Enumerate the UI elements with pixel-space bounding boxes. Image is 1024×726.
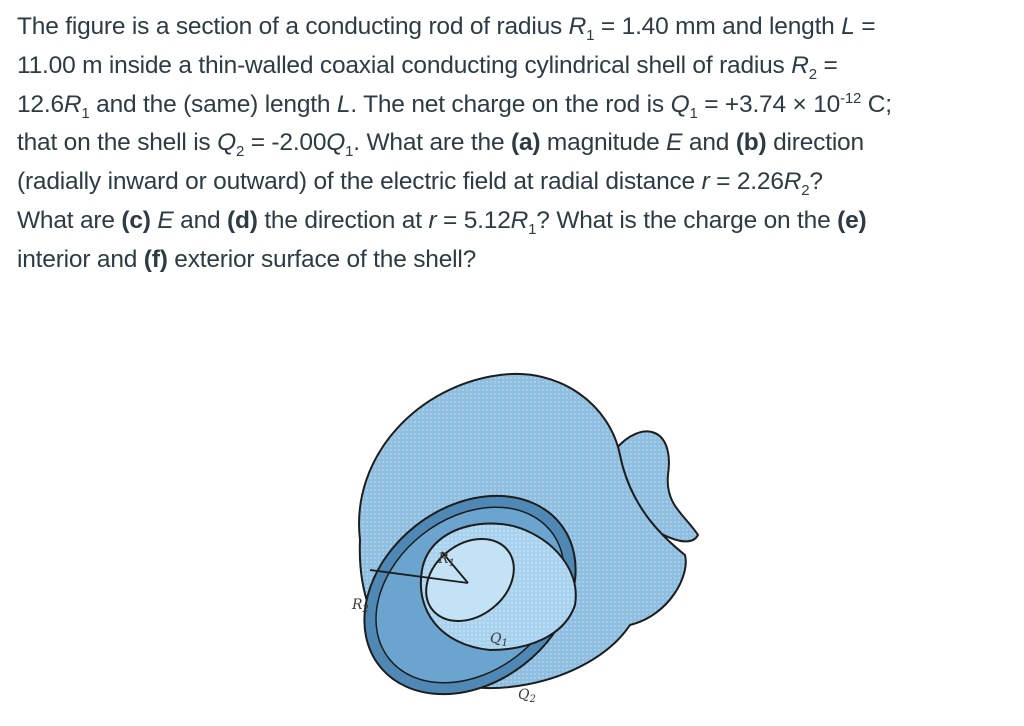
problem-line (17, 86, 1007, 125)
text-run: . What are the (353, 129, 511, 157)
superscript: -12 (840, 89, 862, 107)
subscript: 2 (801, 182, 810, 200)
text-run: = (854, 13, 876, 40)
label-q2: $Q_2$ (518, 687, 536, 705)
text-run: What are (17, 206, 122, 234)
problem-line (17, 47, 1007, 86)
problem-line (17, 163, 1007, 202)
text-run: and (682, 129, 736, 157)
problem-line (17, 241, 1007, 280)
label-r1: $R_1$ (438, 551, 455, 569)
part-label: (c) (121, 206, 151, 234)
subscript: 1 (81, 104, 90, 122)
text-run: and the (same) length (89, 90, 337, 118)
text-run: C; (861, 90, 892, 118)
part-label: (e) (837, 206, 867, 234)
italic-variable: L (336, 90, 351, 118)
italic-variable: R (791, 51, 809, 79)
subscript: 2 (808, 65, 817, 83)
text-run: interior and (17, 245, 144, 273)
text-run: . The net charge on the rod is (350, 90, 671, 118)
text-run: = 1.40 mm and length (594, 13, 842, 40)
text-run: The figure is a section of a conducting rod of radius (17, 13, 569, 40)
text-run: magnitude (540, 129, 667, 157)
problem-line (17, 8, 1007, 47)
coaxial-cylinder-figure (330, 365, 710, 715)
text-run: 11.00 m inside a thin-walled coaxial conducting cylindrical shell of radius (17, 51, 792, 79)
label-q1: $Q_1$ (490, 631, 508, 649)
italic-variable: Q (326, 129, 346, 157)
italic-variable: R (568, 13, 587, 40)
problem-statement (17, 8, 1007, 280)
text-run: = 2.26 (709, 168, 784, 196)
italic-variable: R (510, 206, 529, 234)
part-label: (a) (510, 129, 541, 157)
text-run: ? (809, 168, 823, 196)
italic-variable: Q (217, 129, 236, 157)
text-run: = 5.12 (436, 206, 511, 234)
italic-variable: r (428, 206, 437, 234)
text-run: and (173, 206, 228, 234)
text-run: exterior surface of the shell? (167, 245, 477, 273)
text-run: ? What is the charge on the (536, 206, 838, 234)
problem-line (17, 124, 1007, 163)
subscript: 1 (689, 104, 698, 122)
italic-variable: E (157, 206, 174, 234)
label-r2: $R_2$ (352, 597, 369, 615)
figure-drawing (330, 365, 710, 715)
italic-variable: R (63, 90, 82, 118)
text-run: direction (766, 129, 864, 157)
text-run: the direction at (257, 206, 429, 234)
italic-variable: L (841, 13, 855, 40)
problem-line (17, 202, 1007, 241)
text-run: = -2.00 (244, 129, 327, 157)
part-label: (f) (143, 245, 168, 273)
part-label: (d) (227, 206, 258, 234)
text-run: = +3.74 × 10 (697, 90, 841, 118)
subscript: 2 (235, 143, 245, 161)
italic-variable: R (783, 168, 802, 196)
subscript: 1 (586, 26, 595, 44)
text-run: (radially inward or outward) of the electric field at radial distance (17, 168, 702, 196)
italic-variable: r (701, 168, 710, 196)
subscript: 1 (528, 220, 537, 238)
text-run: that on the shell is (17, 129, 218, 157)
subscript: 1 (345, 143, 354, 161)
text-run: = (816, 51, 838, 79)
part-label: (b) (735, 129, 767, 157)
text-run: 12.6 (17, 90, 64, 118)
italic-variable: Q (670, 90, 690, 118)
italic-variable: E (666, 129, 683, 157)
